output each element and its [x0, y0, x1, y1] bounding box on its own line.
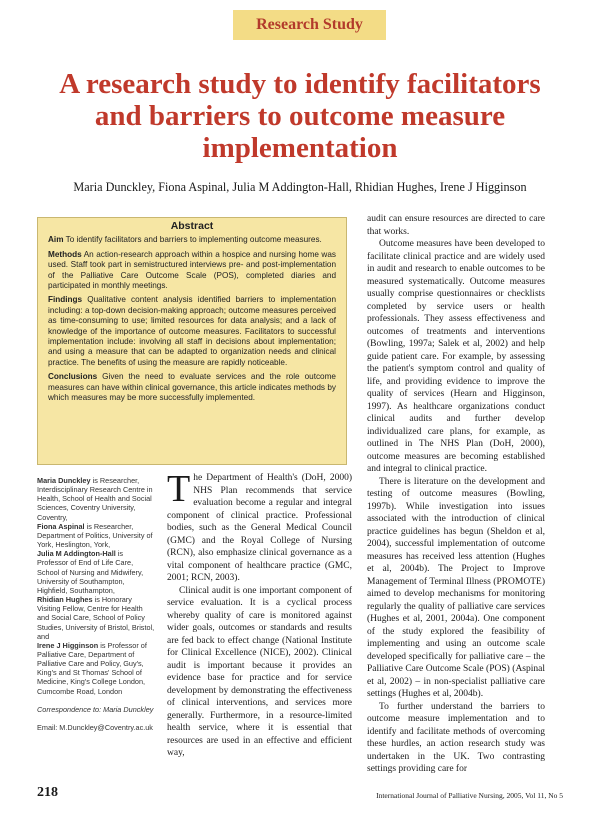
body-column-left: [167, 468, 352, 760]
affiliation-item: [37, 641, 155, 696]
affiliation-name: Rhidian Hughes: [37, 595, 93, 605]
conclusions-label: Conclusions: [48, 372, 98, 382]
findings-label: Findings: [48, 295, 83, 305]
abstract-conclusions: [48, 372, 336, 403]
conclusions-text: Given the need to evaluate services and the role outcome measures can have within clinical governance, this article indicates methods by which measures may be more successfully implemented.: [48, 372, 336, 403]
affiliation-name: Maria Dunckley: [37, 476, 91, 485]
affiliation-text: is Honorary Visiting Fellow, Centre for Health and Social Care, School of Policy Studies, University of Bristol, Bristol, and: [37, 595, 155, 641]
journal-citation: International Journal of Palliative Nursing, 2005, Vol 11, No 5: [376, 791, 563, 800]
methods-label: Methods: [48, 249, 82, 259]
affiliation-item: [37, 595, 155, 641]
affiliation-name: Irene J Higginson: [37, 640, 99, 650]
affiliation-item: [37, 476, 155, 522]
aim-text: To identify facilitators and barriers to implementing outcome measures.: [65, 235, 322, 245]
article-title: A research study to identify facilitators and barriers to outcome measure implementation: [59, 68, 541, 164]
abstract-findings: [48, 295, 336, 368]
abstract-heading: Abstract: [170, 220, 214, 232]
body-paragraph: [167, 468, 352, 585]
affiliation-text: is Researcher, Interdisciplinary Research Centre in Health, School of Health and Social Sciences, Coventry University, Coventry,: [37, 476, 153, 522]
body-paragraph: To further understand the barriers to outcome measure implementation and to identify and facilitate methods of overcoming these hurdles, an action research study was undertaken in the UK. Two contrasting settings providing care for: [367, 701, 545, 774]
affiliation-item: [37, 522, 155, 549]
aim-label: Aim: [48, 235, 64, 245]
findings-text: Qualitative content analysis identified barriers to implementation including: a top-down decision-making approach; outcome measures perceived as time-consuming to use; limited resources for data analysis; and a lack of knowledge of the importance of outcome measures. Facilitators to successful implementation include: involving all staff in decisions about implementation; and using a measure that can be adapted to organization needs and clinical practice. The benefits of using the measure are rapidly noticeable.: [48, 295, 336, 367]
email-address[interactable]: Email: M.Dunckley@Coventry.ac.uk: [37, 722, 153, 732]
affiliation-text: is Researcher, Department of Politics, University of York, Heslington, York,: [37, 521, 153, 550]
author-affiliations: [37, 476, 155, 732]
drop-cap: T: [167, 468, 191, 510]
methods-text: An action-research approach within a hospice and nursing home was used. Staff took part in semistructured interviews pre- and post-implementation of the Palliative Care Outcome Scale (POS), completed diaries and participated in monthly meetings.: [48, 249, 336, 291]
affiliation-text: is Professor of Palliative Care, Department of Palliative Care and Policy, Guy's, King's and St Thomas' School of Medicine, King's College London, Cumcombe Road, London: [37, 640, 147, 696]
affiliation-name: Julia M Addington-Hall: [37, 549, 116, 559]
abstract-box: [37, 217, 347, 465]
body-paragraph: Clinical audit is one important component of service evaluation. It is a cyclical process whereby quality of care is monitored against wider goals, outcomes or standards and results are fed back to effect change (National Institute for Clinical Excellence (NICE), 2002). Clinical audit is important because it provides an evidence base for practice and for service development by demonstrating the effectiveness of clinical interventions, and services more generally. Furthermore, in a resource-limited health service, where it is essential that resources are used in an effective and efficient way,: [167, 585, 352, 758]
affiliation-item: [37, 549, 155, 595]
abstract-methods: [48, 250, 336, 292]
section-banner: Research Study: [233, 10, 386, 40]
abstract-aim: [48, 235, 336, 245]
paragraph-text: he Department of Health's (DoH, 2000) NHS Plan recommends that service evaluation become a regular and integral component of clinical practice. Professional bodies, such as the General Medical Council (GMC) and the Royal College of Nursing (RCN), also emphasize clinical governance as a vital component of healthcare practice (GMC, 2001; RCN, 2003).: [167, 473, 352, 583]
affiliation-text: is Professor of End of Life Care, School of Nursing and Midwifery, University of Southampton, Highfield, Southampton,: [37, 549, 144, 595]
affiliation-name: Fiona Aspinal: [37, 521, 85, 531]
page-number: 218: [37, 785, 58, 800]
body-column-right: [367, 213, 545, 776]
correspondence: Correspondence to: Maria Dunckley: [37, 704, 154, 714]
body-paragraph: audit can ensure resources are directed to care that works.: [367, 214, 545, 237]
body-paragraph: Outcome measures have been developed to facilitate clinical practice and are widely used in audit and research to enable outcomes to be measured systematically. Outcome measures usually comprise questionnaires or checklists completed by service users or health professionals. They assess effectiveness and outcomes of treatments and interventions (Bowling, 1997a; Salek et al, 2002) and help guide patient care. For example, by assessing the patient's symptom control and quality of life, and providing evidence to improve the quality of services (Hearn and Higginson, 1997). As healthcare organizations conduct clinical audits and further develop individualized care plans, for example, as outlined in The NHS Plan (DoH, 2000), outcome measures are becoming established and integral to clinical practice.: [367, 239, 545, 474]
body-paragraph: There is literature on the development and testing of outcome measures (Bowling, 1997b). While investigation into issues associated with the introduction of clinical practice guidelines has begun (Sheldon et al, 2004), successful implementation of outcome measures has received less attention (Hughes et al, 2004b). The Project to Improve Management of Terminal Illness (PROMOTE) aimed to develop mechanisms for monitoring regularly the quality of palliative care services (Hughes et al, 2001, 2004a). One component of the study explored the feasibility of implementing and using an outcome scale developed specifically for palliative care – the Palliative Care Outcome Scale (POS) (Aspinal et al, 2002) – in non-specialist palliative care settings (Hughes et al, 2004b).: [367, 476, 545, 699]
author-list: Maria Dunckley, Fiona Aspinal, Julia M Addington-Hall, Rhidian Hughes, Irene J Higginson: [73, 180, 527, 194]
